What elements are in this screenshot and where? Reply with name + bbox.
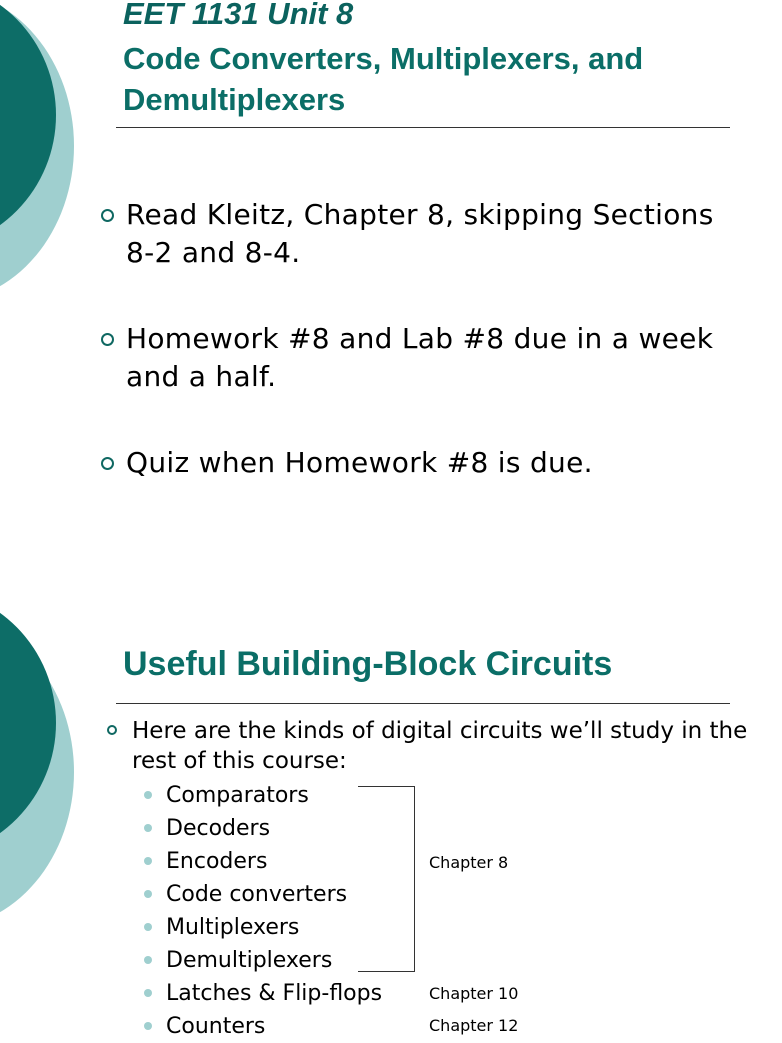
slide-title: EET 1131 Unit 8	[123, 0, 354, 31]
bullet-text: Read Kleitz, Chapter 8, skipping Sections 8-2 and 8-4.	[126, 198, 714, 269]
bullet-dot-icon	[144, 956, 152, 964]
list-item	[98, 444, 748, 482]
chapter-12-label: Chapter 12	[429, 1016, 519, 1035]
intro-bullet	[104, 716, 782, 776]
list-item-label: Decoders	[166, 816, 271, 841]
list-item-label: Multiplexers	[166, 915, 300, 940]
slide-2	[0, 560, 768, 1039]
circuit-list	[140, 779, 382, 1043]
list-item-label: Latches & Flip-flops	[166, 981, 383, 1006]
bullet-ring-icon	[101, 209, 114, 222]
chapter-10-label: Chapter 10	[429, 984, 519, 1003]
list-item-label: Counters	[166, 1014, 266, 1039]
list-item	[140, 812, 382, 845]
bullet-dot-icon	[144, 989, 152, 997]
bullet-text: Quiz when Homework #8 is due.	[126, 446, 593, 479]
bullet-text: Homework #8 and Lab #8 due in a week and a half.	[126, 322, 714, 393]
bullet-dot-icon	[144, 923, 152, 931]
list-item	[140, 878, 382, 911]
chapter-8-bracket	[358, 786, 415, 972]
bullet-dot-icon	[144, 1022, 152, 1030]
list-item-label: Code converters	[166, 882, 348, 907]
list-item	[140, 977, 382, 1010]
bullet-ring-icon	[101, 457, 114, 470]
bullet-dot-icon	[144, 791, 152, 799]
slide-title: Useful Building-Block Circuits	[123, 645, 613, 683]
bullet-list	[98, 196, 748, 530]
list-item-label: Encoders	[166, 849, 268, 874]
bullet-ring-icon	[107, 725, 117, 735]
list-item	[140, 911, 382, 944]
list-item	[140, 779, 382, 812]
list-item	[98, 196, 748, 272]
list-item-label: Demultiplexers	[166, 948, 333, 973]
bullet-dot-icon	[144, 890, 152, 898]
intro-text: Here are the kinds of digital circuits we’ll study in the rest of this course:	[132, 718, 748, 774]
list-item	[140, 1010, 382, 1043]
bullet-dot-icon	[144, 857, 152, 865]
slide-subtitle: Code Converters, Multiplexers, and Demultiplexers	[123, 41, 644, 117]
list-item-label: Comparators	[166, 783, 309, 808]
bullet-ring-icon	[101, 333, 114, 346]
list-item	[98, 320, 748, 396]
list-item	[140, 845, 382, 878]
title-divider	[116, 127, 730, 128]
chapter-8-label: Chapter 8	[429, 853, 509, 872]
list-item	[140, 944, 382, 977]
bullet-dot-icon	[144, 824, 152, 832]
title-divider	[116, 703, 730, 704]
